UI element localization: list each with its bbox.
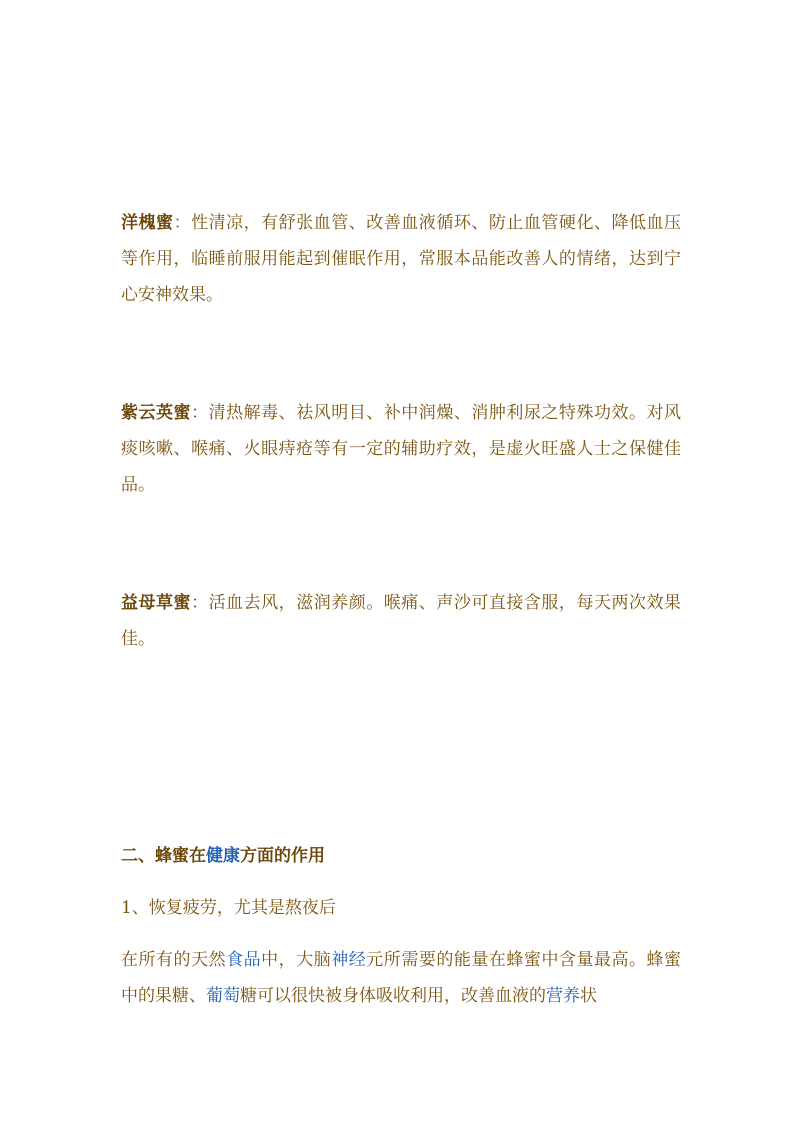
term-milk-vetch-honey: 紫云英蜜: [121, 403, 192, 423]
heading-link-health[interactable]: 健康: [206, 846, 240, 866]
body-text: 状: [580, 986, 597, 1006]
body-text: 糖可以很快被身体吸收利用，改善血液的: [240, 986, 546, 1006]
separator: ：: [191, 593, 209, 613]
separator: ：: [173, 213, 192, 233]
subheading: 1、恢复疲劳，尤其是熬夜后: [121, 898, 336, 918]
body-text: 中，大脑: [261, 950, 332, 970]
body-text: 在所有的天然: [121, 950, 227, 970]
separator: ：: [191, 403, 209, 423]
section-motherwort-honey: [121, 585, 681, 657]
term-motherwort-honey: 益母草蜜: [121, 593, 192, 613]
heading-suffix: 方面的作用: [240, 846, 325, 866]
body-text: 元所需要的能量在蜂蜜中含量最高。蜂蜜中的果糖、: [121, 950, 682, 1006]
link-grape[interactable]: 葡萄: [206, 986, 240, 1006]
body-paragraph: [121, 942, 681, 1014]
motherwort-honey-text: 活血去风，滋润养颜。喉痛、声沙可直接含服，每天两次效果佳。: [121, 593, 682, 649]
link-food[interactable]: 食品: [226, 950, 262, 970]
term-acacia-honey: 洋槐蜜: [121, 213, 174, 233]
link-nerve[interactable]: 神经: [331, 950, 367, 970]
heading-prefix: 二、蜂蜜在: [121, 846, 206, 866]
section-heading: [121, 838, 325, 874]
section-milk-vetch-honey: [121, 395, 681, 503]
link-nutrition[interactable]: 营养: [546, 986, 580, 1006]
section-acacia-honey: [121, 205, 681, 313]
acacia-honey-text: 性清凉，有舒张血管、改善血液循环、防止血管硬化、降低血压等作用，临睡前服用能起到催眠作用，常服本品能改善人的情绪，达到宁心安神效果。: [121, 213, 682, 305]
milk-vetch-honey-text: 清热解毒、祛风明目、补中润燥、消肿利尿之特殊功效。对风痰咳嗽、喉痛、火眼痔疮等有一定的辅助疗效，是虚火旺盛人士之保健佳品。: [121, 403, 682, 495]
